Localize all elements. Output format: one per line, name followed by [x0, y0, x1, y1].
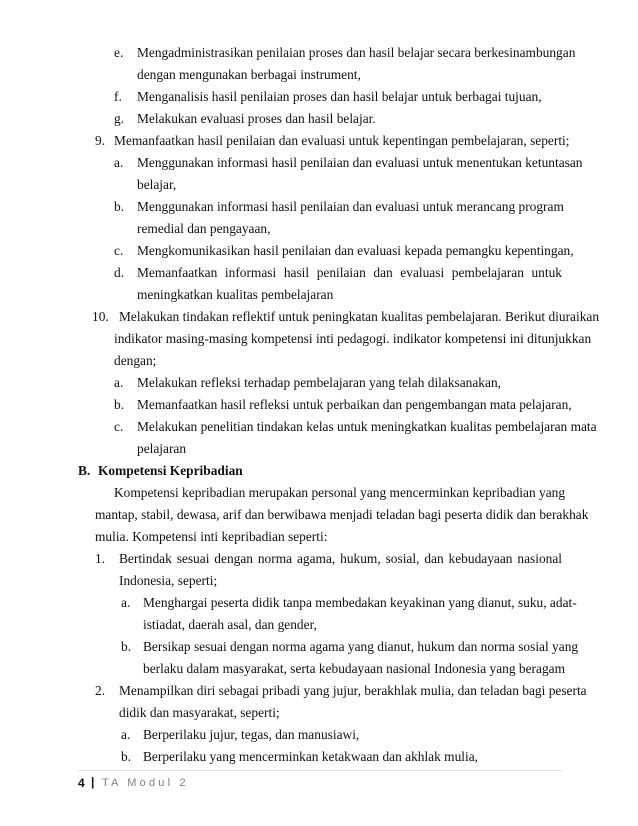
paragraph-line: mantap, stabil, dewasa, arif dan berwibawa menjadi teladan bagi peserta didik dan berakhak	[95, 507, 589, 522]
list-label: g.	[114, 111, 125, 126]
footer-doc-title: TA Modul 2	[102, 777, 189, 789]
list-item-text: Memanfaatkan hasil refleksi untuk perbaikan dan pengembangan mata pelajaran,	[137, 397, 572, 412]
footer-separator: |	[91, 775, 95, 789]
list-label: a.	[121, 727, 131, 742]
list-item-text: Bertindak sesuai dengan norma agama, hukum, sosial, dan kebudayaan nasional	[119, 551, 562, 566]
list-item-text: Indonesia, seperti;	[119, 573, 218, 588]
list-item-text: dengan;	[114, 353, 157, 368]
list-label: b.	[114, 397, 125, 412]
list-label: c.	[114, 243, 124, 258]
list-item-text: Melakukan evaluasi proses dan hasil belajar.	[137, 111, 376, 126]
list-label: a.	[121, 595, 131, 610]
list-item-text: Menghargai peserta didik tanpa membedakan keyakinan yang dianut, suku, adat-	[143, 595, 577, 610]
list-item-text: Melakukan tindakan reflektif untuk peningkatan kualitas pembelajaran. Berikut diuraikan	[119, 309, 600, 324]
list-item-text: pelajaran	[137, 441, 187, 456]
list-item-text: Bersikap sesuai dengan norma agama yang dianut, hukum dan norma sosial yang	[143, 639, 579, 654]
list-label: b.	[121, 749, 132, 764]
list-label: c.	[114, 419, 124, 434]
page-number: 4	[78, 776, 85, 790]
list-label: b.	[114, 199, 125, 214]
list-label: a.	[114, 375, 124, 390]
list-item-text: Menggunakan informasi hasil penilaian dan evaluasi untuk merancang program	[137, 199, 564, 214]
list-item-text: berlaku dalam masyarakat, serta kebudayaan nasional Indonesia yang beragam	[143, 661, 566, 676]
list-item-text: Berperilaku yang mencerminkan ketakwaan dan akhlak mulia,	[143, 749, 479, 764]
list-label: 9.	[95, 133, 106, 148]
list-label: d.	[114, 265, 125, 280]
list-item-text: remedial dan pengayaan,	[137, 221, 271, 236]
paragraph-line: Kompetensi kepribadian merupakan personal yang mencerminkan kepribadian yang	[114, 485, 566, 500]
list-item-text: indikator masing-masing kompetensi inti pedagogi. indikator kompetensi ini ditunjukkan	[114, 331, 592, 346]
list-label: b.	[121, 639, 132, 654]
list-item-text: Melakukan penelitian tindakan kelas untuk meningkatkan kualitas pembelajaran mata	[137, 419, 597, 434]
list-item-text: Menampilkan diri sebagai pribadi yang jujur, berakhlak mulia, dan teladan bagi peserta	[119, 683, 587, 698]
list-item-text: Menggunakan informasi hasil penilaian dan evaluasi untuk menentukan ketuntasan	[137, 155, 583, 170]
list-label: 10.	[92, 309, 109, 324]
section-label: B.	[78, 463, 91, 478]
list-item-text: Mengkomunikasikan hasil penilaian dan evaluasi kepada pemangku kepentingan,	[137, 243, 574, 258]
list-label: 1.	[95, 551, 106, 566]
list-label: f.	[114, 89, 122, 104]
list-item-text: meningkatkan kualitas pembelajaran	[137, 287, 334, 302]
list-item-text: didik dan masyarakat, seperti;	[119, 705, 280, 720]
list-label: 2.	[95, 683, 106, 698]
list-item-text: istiadat, daerah asal, dan gender,	[143, 617, 317, 632]
list-item-text: Melakukan refleksi terhadap pembelajaran yang telah dilaksanakan,	[137, 375, 501, 390]
list-label: a.	[114, 155, 124, 170]
list-item-text: Memanfaatkan informasi hasil penilaian dan evaluasi pembelajaran untuk	[137, 265, 562, 280]
list-item-text: Menganalisis hasil penilaian proses dan hasil belajar untuk berbagai tujuan,	[137, 89, 542, 104]
list-item-text: Berperilaku jujur, tegas, dan manusiawi,	[143, 727, 360, 742]
section-title: Kompetensi Kepribadian	[98, 463, 243, 478]
paragraph-line: mulia. Kompetensi inti kepribadian seperti:	[95, 529, 328, 544]
list-label: e.	[114, 45, 124, 60]
list-item-text: Mengadministrasikan penilaian proses dan hasil belajar secara berkesinambungan	[137, 45, 576, 60]
list-item-text: belajar,	[137, 177, 177, 192]
list-item-text: dengan mengunakan berbagai instrument,	[137, 67, 361, 82]
list-item-text: Memanfaatkan hasil penilaian dan evaluasi untuk kepentingan pembelajaran, seperti;	[114, 133, 570, 148]
page-footer	[78, 770, 562, 793]
